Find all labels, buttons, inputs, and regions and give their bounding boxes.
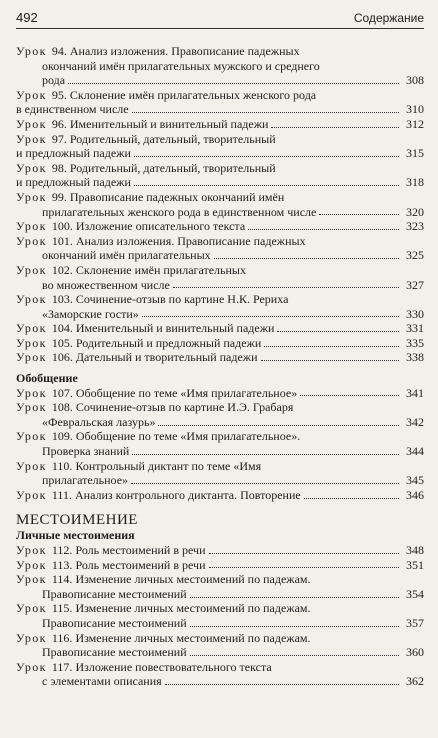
lesson-label: Урок xyxy=(16,543,47,557)
lesson-label: Урок xyxy=(16,131,47,146)
toc-entry xyxy=(16,336,424,351)
page-ref: 342 xyxy=(406,414,424,429)
lesson-label: Урок xyxy=(16,321,47,336)
lesson-title: Изложение описательного текста xyxy=(75,219,246,234)
dot-leader xyxy=(158,425,399,426)
page-ref: 308 xyxy=(406,73,424,88)
lesson-title: прилагательное» xyxy=(42,473,129,488)
dot-leader xyxy=(304,498,399,499)
lesson-number: 117. xyxy=(48,659,76,674)
lesson-title: Родительный, дательный, творительный xyxy=(69,160,276,175)
toc-entry-line xyxy=(16,321,424,336)
lesson-title: и предложный падежи xyxy=(16,146,131,161)
toc-entry xyxy=(16,292,424,321)
toc-entry xyxy=(16,88,424,117)
lesson-label: Урок xyxy=(16,487,47,502)
lesson-title: Обобщение по теме «Имя прилагательное». xyxy=(75,429,301,444)
lesson-label: Урок xyxy=(16,400,47,415)
toc-entry xyxy=(16,558,424,573)
section-heading: Обобщение xyxy=(16,371,78,386)
page-ref: 323 xyxy=(406,219,424,234)
lesson-title: Роль местоимений в речи xyxy=(75,543,206,557)
lesson-number: 115. xyxy=(48,601,76,616)
lesson-title: «Заморские гости» xyxy=(42,306,139,321)
toc-entry-line xyxy=(16,102,424,117)
lesson-label: Урок xyxy=(16,458,47,473)
toc-entry xyxy=(16,386,424,401)
toc-entry-line xyxy=(16,59,424,74)
lesson-title: окончаний имён прилагательных мужского и среднего xyxy=(42,58,320,73)
lesson-number: 95. xyxy=(48,87,70,102)
lesson-number: 105. xyxy=(48,335,76,350)
lesson-number: 103. xyxy=(48,292,76,307)
lesson-label: Урок xyxy=(16,350,47,365)
page-ref: 344 xyxy=(406,444,424,459)
lesson-number: 109. xyxy=(48,429,76,444)
lesson-label: Урок xyxy=(16,572,47,587)
dot-leader xyxy=(131,483,399,484)
toc-entry xyxy=(16,117,424,132)
dot-leader xyxy=(277,331,399,332)
lesson-label: Урок xyxy=(16,44,47,58)
dot-leader xyxy=(271,127,399,128)
page-ref: 362 xyxy=(406,674,424,689)
lesson-title: Правописание местоимений xyxy=(42,586,187,601)
toc-entry-line xyxy=(16,350,424,365)
page-ref: 338 xyxy=(406,350,424,365)
lesson-label: Урок xyxy=(16,189,47,204)
toc-entry-line xyxy=(16,415,424,430)
lesson-label: Урок xyxy=(16,557,47,572)
lesson-title: Именительный и винительный падежи xyxy=(75,321,275,336)
lesson-title: Родительный и предложный падежи xyxy=(75,335,262,350)
lesson-title: Склонение имён прилагательных женского рода xyxy=(69,87,317,102)
toc-entry-line xyxy=(16,473,424,488)
toc-entry-line xyxy=(16,601,424,616)
lesson-label: Урок xyxy=(16,116,47,131)
lesson-number: 98. xyxy=(48,160,70,175)
toc-entry-line xyxy=(16,44,424,59)
page-ref: 320 xyxy=(406,204,424,219)
toc-entry-line xyxy=(16,73,424,88)
toc-entry-line xyxy=(16,459,424,474)
dot-leader xyxy=(190,597,399,598)
page-ref: 351 xyxy=(406,557,424,572)
dot-leader xyxy=(319,214,399,215)
page-ref: 348 xyxy=(406,543,424,557)
lesson-label: Урок xyxy=(16,601,47,616)
toc-entry xyxy=(16,44,424,88)
page-number: 492 xyxy=(16,10,38,25)
lesson-number: 104. xyxy=(48,321,76,336)
lesson-title: Дательный и творительный падежи xyxy=(75,350,258,365)
lesson-label: Урок xyxy=(16,335,47,350)
page-ref: 346 xyxy=(406,487,424,502)
lesson-number: 110. xyxy=(48,458,76,473)
toc-entry-line xyxy=(16,88,424,103)
toc-entry xyxy=(16,543,424,558)
toc-entry-line xyxy=(16,543,424,558)
toc-entry xyxy=(16,660,424,689)
dot-leader xyxy=(190,626,399,627)
page-ref: 335 xyxy=(406,335,424,350)
dot-leader xyxy=(209,553,399,554)
toc-entry-line xyxy=(16,572,424,587)
lesson-title: Правописание местоимений xyxy=(42,615,187,630)
toc-entry-line xyxy=(16,400,424,415)
dot-leader xyxy=(214,258,399,259)
lesson-title: Изложение повествовательного текста xyxy=(75,659,272,674)
toc-entry-line xyxy=(16,219,424,234)
lesson-title: Именительный и винительный падежи xyxy=(69,116,269,131)
lesson-label: Урок xyxy=(16,659,47,674)
dot-leader xyxy=(209,567,399,568)
lesson-number: 114. xyxy=(48,572,76,587)
lesson-title: Изменение личных местоимений по падежам. xyxy=(75,601,311,616)
dot-leader xyxy=(142,316,399,317)
toc-entry xyxy=(16,429,424,458)
lesson-number: 112. xyxy=(48,543,76,557)
page-ref: 318 xyxy=(406,175,424,190)
toc-entry-line xyxy=(16,292,424,307)
lesson-title: «Февральская лазурь» xyxy=(42,414,156,429)
toc-entry-line xyxy=(16,234,424,249)
lesson-title: Обобщение по теме «Имя прилагательное» xyxy=(75,385,298,400)
page-ref: 345 xyxy=(406,473,424,488)
page-ref: 330 xyxy=(406,306,424,321)
toc-entry xyxy=(16,219,424,234)
table-of-contents xyxy=(16,44,424,689)
page-ref: 354 xyxy=(406,586,424,601)
page-ref: 312 xyxy=(406,116,424,131)
lesson-title: прилагательных женского рода в единственном числе xyxy=(42,204,317,219)
lesson-number: 102. xyxy=(48,262,76,277)
toc-entry-line xyxy=(16,175,424,190)
dot-leader xyxy=(132,112,399,113)
toc-entry-line xyxy=(16,616,424,631)
lesson-label: Урок xyxy=(16,429,47,444)
toc-entry xyxy=(16,631,424,660)
toc-entry-line xyxy=(16,587,424,602)
page-ref: 360 xyxy=(406,645,424,660)
lesson-label: Урок xyxy=(16,87,47,102)
toc-entry-line xyxy=(16,248,424,263)
lesson-label: Урок xyxy=(16,385,47,400)
page-ref: 327 xyxy=(406,277,424,292)
lesson-number: 113. xyxy=(48,557,76,572)
toc-entry xyxy=(16,400,424,429)
lesson-title: Изменение личных местоимений по падежам. xyxy=(75,572,311,587)
page-ref: 331 xyxy=(406,321,424,336)
dot-leader xyxy=(248,229,399,230)
lesson-number: 106. xyxy=(48,350,76,365)
toc-entry-line xyxy=(16,263,424,278)
page-ref: 357 xyxy=(406,615,424,630)
dot-leader xyxy=(173,287,399,288)
toc-entry-line xyxy=(16,558,424,573)
lesson-title: окончаний имён прилагательных xyxy=(42,248,211,263)
lesson-number: 100. xyxy=(48,219,76,234)
dot-leader xyxy=(134,156,399,157)
lesson-title: Правописание местоимений xyxy=(42,645,187,660)
toc-entry xyxy=(16,190,424,219)
lesson-number: 107. xyxy=(48,385,76,400)
lesson-label: Урок xyxy=(16,292,47,307)
lesson-number: 97. xyxy=(48,131,70,146)
dot-leader xyxy=(132,454,399,455)
lesson-title: Проверка знаний xyxy=(42,444,130,459)
lesson-title: Правописание падежных окончаний имён xyxy=(69,189,285,204)
page-ref: 315 xyxy=(406,146,424,161)
dot-leader xyxy=(68,83,399,84)
toc-entry xyxy=(16,459,424,488)
lesson-number: 96. xyxy=(48,116,70,131)
toc-entry xyxy=(16,263,424,292)
toc-entry xyxy=(16,161,424,190)
page-ref: 310 xyxy=(406,102,424,117)
lesson-title: Сочинение-отзыв по картине Н.К. Рериха xyxy=(75,292,289,307)
toc-entry xyxy=(16,132,424,161)
lesson-title: Контрольный диктант по теме «Имя xyxy=(75,458,262,473)
toc-entry-line xyxy=(16,278,424,293)
lesson-label: Урок xyxy=(16,160,47,175)
toc-entry-line xyxy=(16,336,424,351)
lesson-title: Родительный, дательный, творительный xyxy=(69,131,276,146)
toc-entry-line xyxy=(16,386,424,401)
toc-entry-line xyxy=(16,488,424,503)
toc-entry-line xyxy=(16,660,424,675)
toc-entry-line xyxy=(16,146,424,161)
lesson-number: 111. xyxy=(48,487,75,502)
lesson-title: рода xyxy=(42,73,66,88)
toc-entry xyxy=(16,488,424,503)
dot-leader xyxy=(165,684,399,685)
toc-entry-line xyxy=(16,444,424,459)
page-ref: 341 xyxy=(406,385,424,400)
toc-entry xyxy=(16,234,424,263)
lesson-title: Склонение имён прилагательных xyxy=(75,262,246,277)
lesson-title: и предложный падежи xyxy=(16,175,131,190)
lesson-title: Сочинение-отзыв по картине И.Э. Грабаря xyxy=(75,400,294,415)
dot-leader xyxy=(261,360,399,361)
dot-leader xyxy=(134,185,399,186)
dot-leader xyxy=(264,346,399,347)
lesson-label: Урок xyxy=(16,233,47,248)
subsection-heading: Личные местоимения xyxy=(16,528,135,543)
lesson-title: Анализ контрольного диктанта. Повторение xyxy=(74,487,301,502)
lesson-label: Урок xyxy=(16,219,47,234)
toc-entry-line xyxy=(16,429,424,444)
toc-entry xyxy=(16,572,424,601)
part-heading: МЕСТОИМЕНИЕ xyxy=(16,512,138,529)
running-title: Содержание xyxy=(353,11,424,25)
page-header xyxy=(16,10,424,29)
lesson-number: 108. xyxy=(48,400,76,415)
toc-entry xyxy=(16,321,424,336)
lesson-number: 99. xyxy=(48,189,70,204)
lesson-title: Изменение личных местоимений по падежам. xyxy=(75,630,311,645)
toc-entry xyxy=(16,601,424,630)
lesson-label: Урок xyxy=(16,262,47,277)
toc-entry-line xyxy=(16,205,424,220)
lesson-number: 101. xyxy=(48,233,76,248)
dot-leader xyxy=(190,655,399,656)
toc-entry-line xyxy=(16,645,424,660)
lesson-title: с элементами описания xyxy=(42,674,162,689)
toc-entry-line xyxy=(16,117,424,132)
toc-entry-line xyxy=(16,161,424,176)
lesson-label: Урок xyxy=(16,630,47,645)
toc-entry-line xyxy=(16,307,424,322)
lesson-title: во множественном числе xyxy=(42,277,170,292)
lesson-number: 94. xyxy=(48,44,70,58)
lesson-title: в единственном числе xyxy=(16,102,129,117)
page-ref: 325 xyxy=(406,248,424,263)
toc-entry-line xyxy=(16,631,424,646)
toc-entry-line xyxy=(16,132,424,147)
toc-entry xyxy=(16,350,424,365)
lesson-title: Анализ изложения. Правописание падежных xyxy=(69,44,300,58)
lesson-title: Роль местоимений в речи xyxy=(75,557,206,572)
dot-leader xyxy=(300,395,399,396)
toc-entry-line xyxy=(16,674,424,689)
lesson-number: 116. xyxy=(48,630,76,645)
toc-entry-line xyxy=(16,190,424,205)
lesson-title: Анализ изложения. Правописание падежных xyxy=(75,233,306,248)
